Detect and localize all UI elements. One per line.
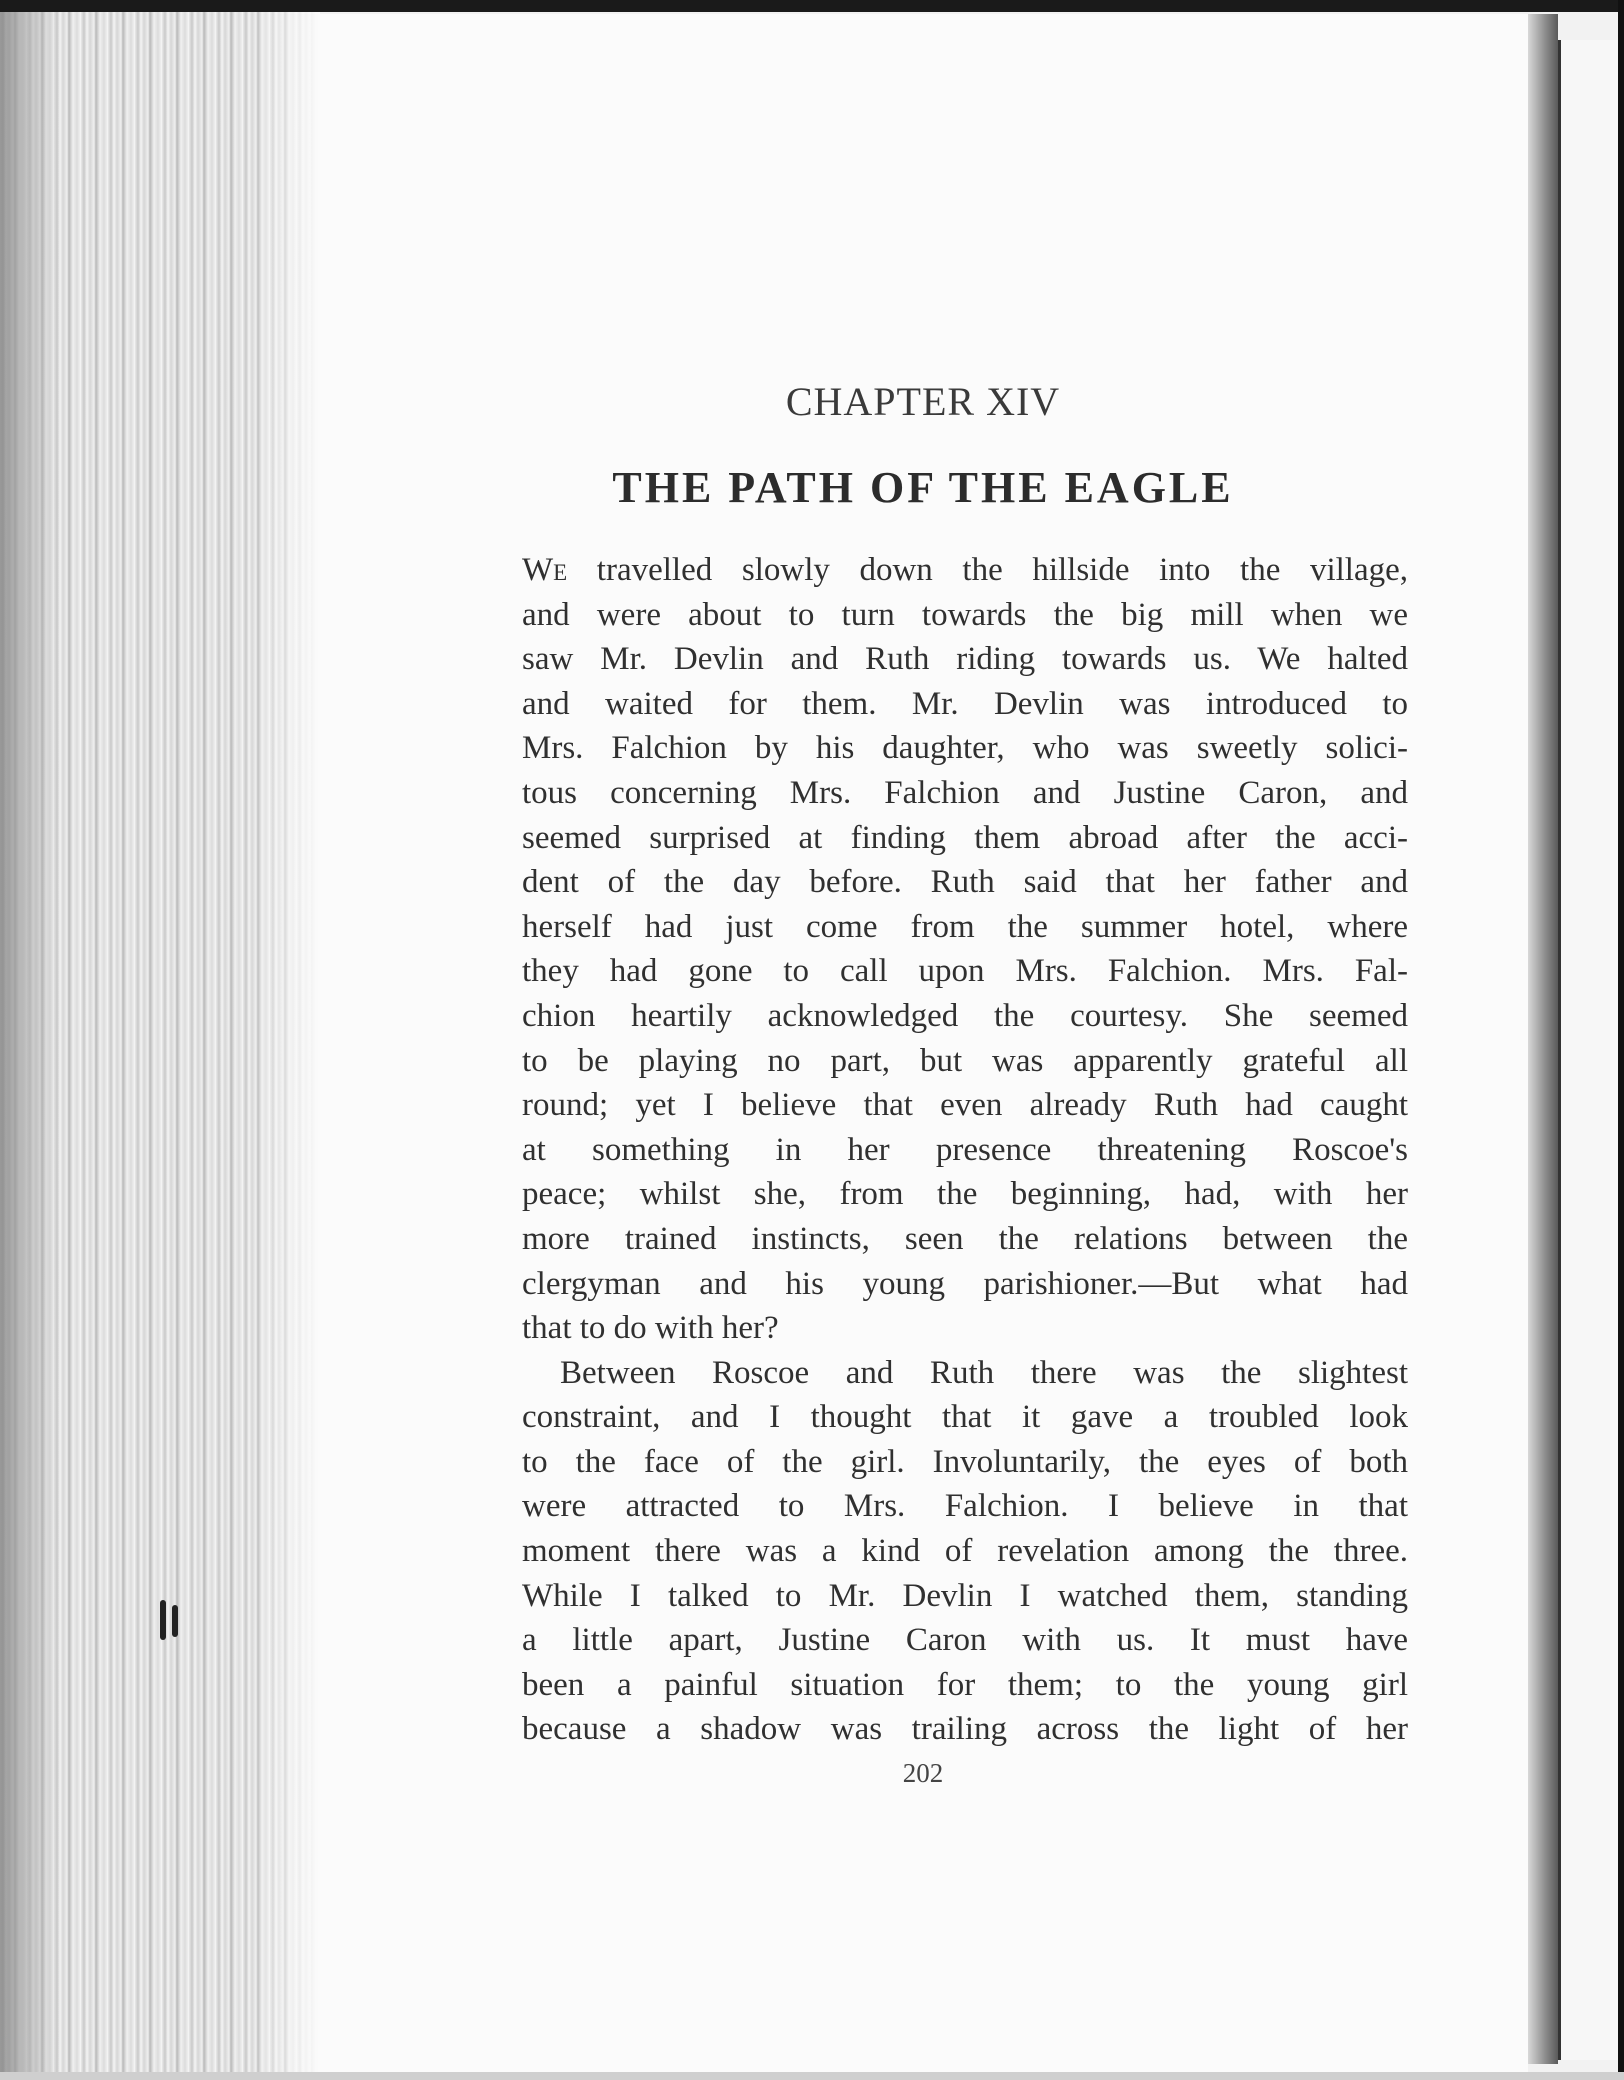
scan-border-top — [0, 0, 1624, 12]
facing-page-edge — [1558, 40, 1621, 2060]
chapter-number: CHAPTER XIV — [785, 379, 1061, 424]
scan-border-right — [1618, 0, 1624, 2080]
text-line: moment there was a kind of revelation among the three. — [522, 1533, 1408, 1570]
text-line: tous concerning Mrs. Falchion and Justine Caron, and — [522, 774, 1408, 811]
fore-edge-mark — [160, 1600, 166, 1640]
text-line: to be playing no part, but was apparently grateful all — [522, 1042, 1408, 1079]
text-line: they had gone to call upon Mrs. Falchion. Mrs. Fal- — [522, 953, 1408, 990]
fore-edge-mark — [172, 1605, 178, 1637]
text-line: been a painful situation for them; to the young girl — [522, 1666, 1408, 1703]
text-line: to the face of the girl. Involuntarily, the eyes of both — [522, 1443, 1408, 1480]
page-number: 202 — [902, 1758, 944, 1788]
text-line: dent of the day before. Ruth said that her father and — [522, 864, 1408, 901]
text-line: herself had just come from the summer hotel, where — [522, 908, 1408, 945]
text-line: that to do with her? — [522, 1310, 779, 1347]
text-line-content: travelled slowly down the hillside into the village, — [567, 552, 1408, 588]
text-line: chion heartily acknowledged the courtesy. She seemed — [522, 997, 1408, 1034]
text-line: because a shadow was trailing across the light of her — [522, 1711, 1408, 1748]
text-line: Between Roscoe and Ruth there was the slightest — [560, 1354, 1408, 1391]
paragraph-2 — [522, 1351, 1408, 1752]
text-line: saw Mr. Devlin and Ruth riding towards us. We halted — [522, 641, 1408, 678]
text-line — [522, 548, 1408, 593]
drop-word: We — [522, 552, 568, 588]
binding-edge — [1528, 14, 1558, 2064]
text-line: Mrs. Falchion by his daughter, who was sweetly solici- — [522, 730, 1408, 767]
text-line: and were about to turn towards the big mill when we — [522, 596, 1408, 633]
paragraph-1 — [522, 548, 1408, 1351]
text-line: and waited for them. Mr. Devlin was introduced to — [522, 685, 1408, 722]
chapter-title: THE PATH OF THE EAGLE — [612, 463, 1234, 512]
text-line: seemed surprised at finding them abroad after the acci- — [522, 819, 1408, 856]
body-text — [522, 548, 1408, 1752]
text-line: round; yet I believe that even already Ruth had caught — [522, 1087, 1408, 1124]
fore-edge-fade — [250, 12, 320, 2080]
text-line: were attracted to Mrs. Falchion. I believe in that — [522, 1488, 1408, 1525]
fore-edge-shadow — [0, 12, 60, 2080]
text-line: a little apart, Justine Caron with us. It must have — [522, 1622, 1408, 1659]
text-line: more trained instincts, seen the relations between the — [522, 1220, 1408, 1257]
scan-border-bottom — [0, 2072, 1624, 2080]
text-line: constraint, and I thought that it gave a troubled look — [522, 1399, 1408, 1436]
text-line: at something in her presence threatening Roscoe's — [522, 1131, 1408, 1168]
text-line: clergyman and his young parishioner.—But what had — [522, 1265, 1408, 1302]
text-line: While I talked to Mr. Devlin I watched them, standing — [522, 1577, 1408, 1614]
text-line: peace; whilst she, from the beginning, had, with her — [522, 1176, 1408, 1213]
